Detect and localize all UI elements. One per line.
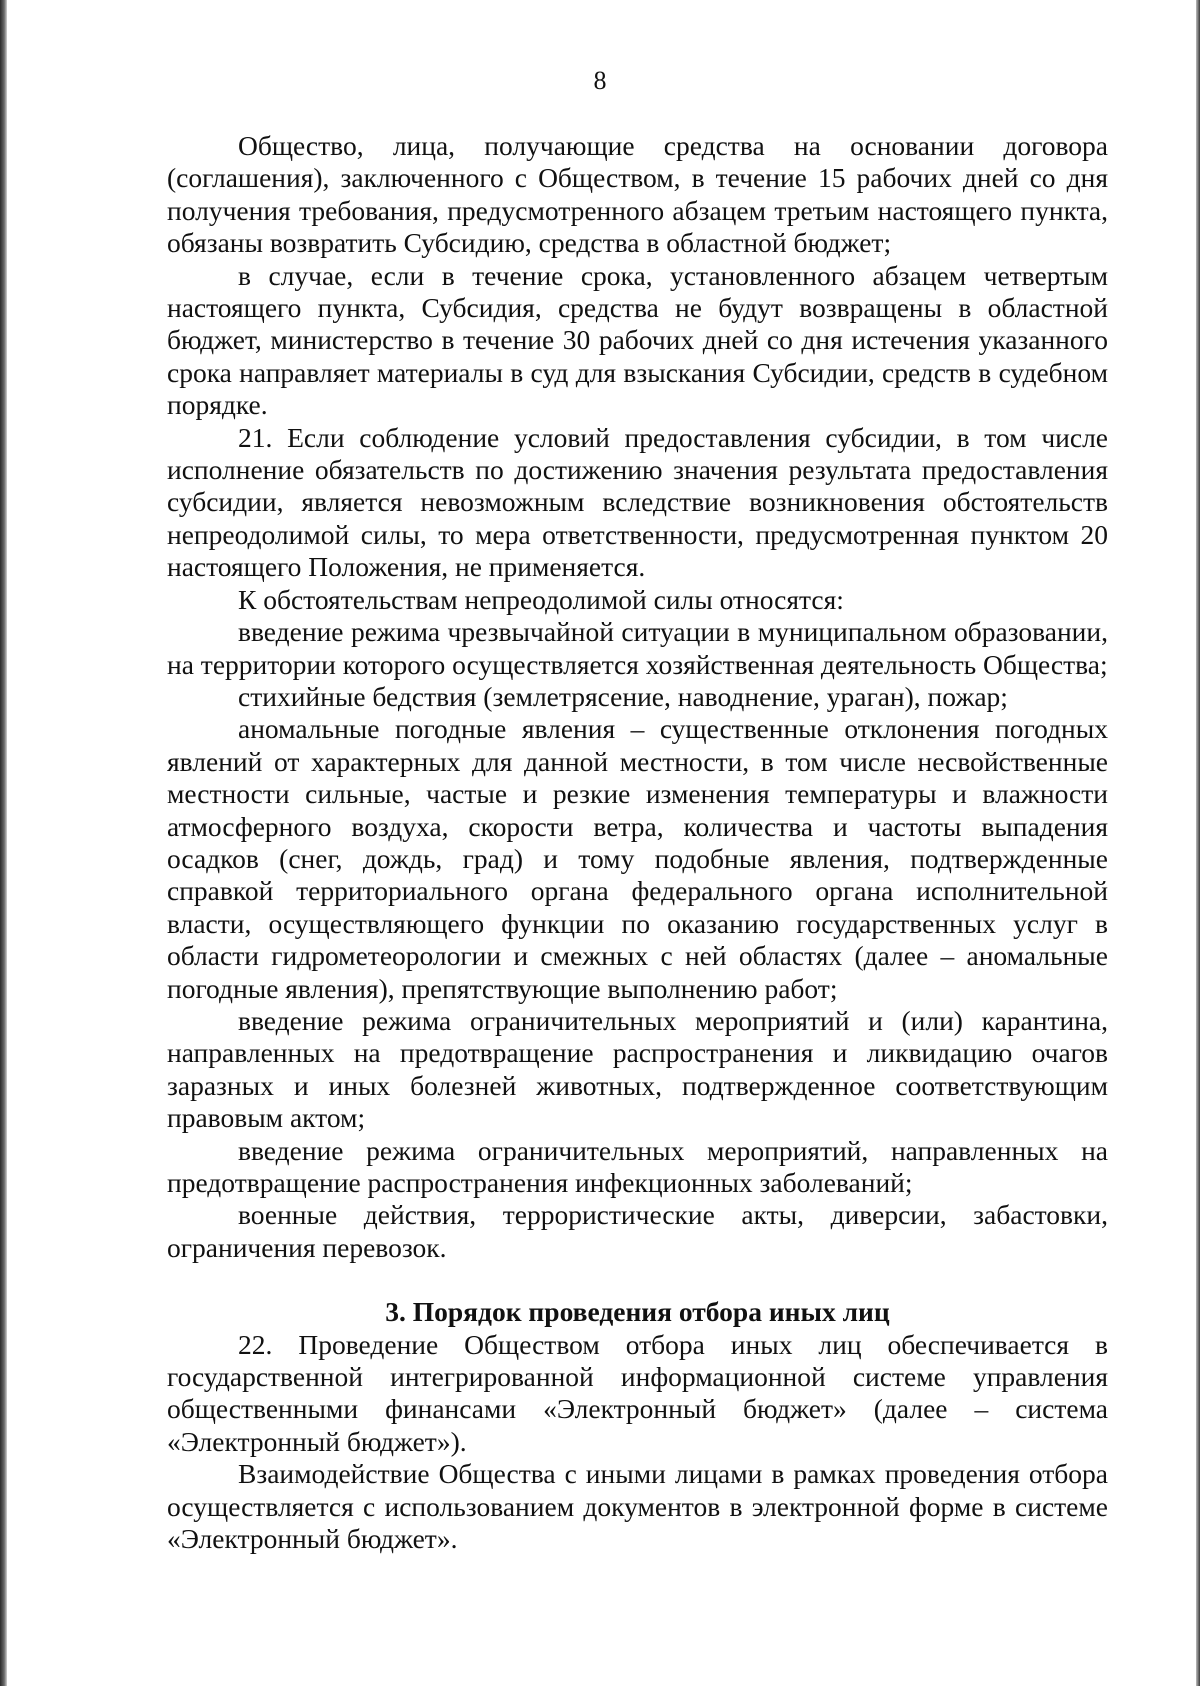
- paragraph-natural-disasters: стихийные бедствия (землетрясение, наводнение, ураган), пожар;: [238, 680, 1008, 712]
- section-heading: 3. Порядок проведения отбора иных лиц: [385, 1296, 890, 1328]
- paragraph-court-recovery: в случае, если в течение срока, установленного абзацем четвертым настоящего пункта, Субсидия, средства не будут возвращены в областной бюджет, министерство в течение 30 рабочих дней со дня истечения указанного срока направляет материалы в суд для взыскания Субсидии, средств в судебном порядке.: [167, 259, 1108, 421]
- paragraph-infection-restrictions: введение режима ограничительных мероприятий, направленных на предотвращение распространения инфекционных заболеваний;: [167, 1134, 1108, 1198]
- scan-edge-right: [1196, 0, 1200, 1686]
- paragraph-emergency-regime: введение режима чрезвычайной ситуации в муниципальном образовании, на территории которого осуществляется хозяйственная деятельность Общества;: [167, 616, 1108, 680]
- paragraph-force-majeure-intro: К обстоятельствам непреодолимой силы относятся:: [238, 583, 844, 615]
- paragraph-item-22: 22. Проведение Обществом отбора иных лиц обеспечивается в государственной интегрированной информационной системе управления общественными финансами «Электронный бюджет» (далее – система «Электронный бюджет»).: [167, 1328, 1108, 1457]
- paragraph-refund-obligation: Общество, лица, получающие средства на основании договора (соглашения), заключенного с Обществом, в течение 15 рабочих дней со дня получения требования, предусмотренного абзацем третьим настоящего пункта, обязаны возвратить Субсидию, средства в областной бюджет;: [167, 130, 1108, 259]
- paragraph-quarantine: введение режима ограничительных мероприятий и (или) карантина, направленных на предотвращение распространения и ликвидацию очагов заразных и иных болезней животных, подтвержденное соответствующим правовым актом;: [167, 1004, 1108, 1134]
- paragraph-interaction: Взаимодействие Общества с иными лицами в рамках проведения отбора осуществляется с использованием документов в электронной форме в системе «Электронный бюджет».: [167, 1458, 1108, 1555]
- paragraph-military-actions: военные действия, террористические акты, диверсии, забастовки, ограничения перевозок.: [167, 1199, 1108, 1263]
- page-number: 8: [593, 66, 607, 95]
- document-body: [167, 130, 1108, 1555]
- paragraph-item-21: 21. Если соблюдение условий предоставления субсидии, в том числе исполнение обязательств по достижению значения результата предоставления субсидии, является невозможным вследствие возникновения обстоятельств непреодолимой силы, то мера ответственности, предусмотренная пунктом 20 настоящего Положения, не применяется.: [167, 421, 1108, 583]
- paragraph-abnormal-weather: аномальные погодные явления – существенные отклонения погодных явлений от характерных для данной местности, в том числе несвойственные местности сильные, частые и резкие изменения температуры и влажности атмосферного воздуха, скорости ветра, количества и частоты выпадения осадков (снег, дождь, град) и тому подобные явления, подтвержденные справкой территориального органа федерального органа исполнительной власти, осуществляющего функции по оказанию государственных услуг в области гидрометеорологии и смежных с ней областях (далее – аномальные погодные явления), препятствующие выполнению работ;: [167, 713, 1108, 1004]
- scan-edge-left: [0, 0, 7, 1686]
